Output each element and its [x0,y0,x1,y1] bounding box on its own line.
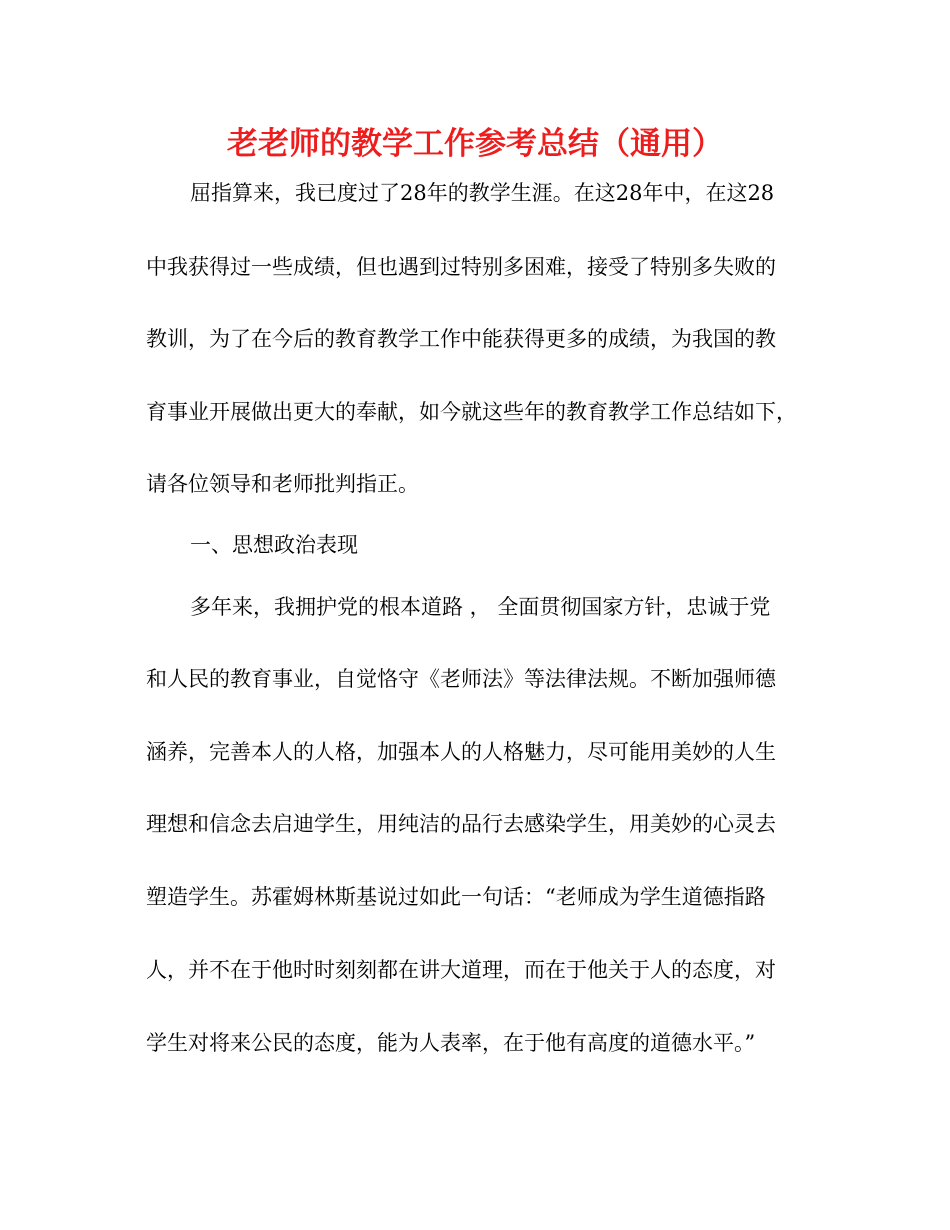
paragraph-1-line-1: 屈指算来，我已度过了28年的教学生涯。在这28年中，在这28 [190,181,775,205]
paragraph-2-line-2: 和人民的教育事业，自觉恪守《老师法》等法律法规。不断加强师德 [146,667,776,691]
paragraph-2-line-6: 人，并不在于他时时刻刻都在讲大道理，而在于他关于人的态度，对 [146,958,776,982]
section-heading-1: 一、思想政治表现 [190,533,358,557]
paragraph-1-line-2: 中我获得过一些成绩，但也遇到过特别多困难，接受了特别多失败的 [146,255,776,279]
paragraph-2-line-1: 多年来，我拥护党的根本道路 ， 全面贯彻国家方针，忠诚于党 [190,595,771,619]
paragraph-2-line-7: 学生对将来公民的态度，能为人表率，在于他有高度的道德水平。” [146,1031,756,1055]
document-title: 老老师的教学工作参考总结（通用） [227,126,723,162]
paragraph-1-line-5: 请各位领导和老师批判指正。 [146,472,419,496]
paragraph-1-line-4: 育事业开展做出更大的奉献，如今就这些年的教育教学工作总结如下， [146,400,797,424]
paragraph-2-line-4: 理想和信念去启迪学生，用纯洁的品行去感染学生，用美妙的心灵去 [146,812,776,836]
paragraph-2-line-5: 塑造学生。苏霍姆林斯基说过如此一句话：“老师成为学生道德指路 [146,885,766,909]
paragraph-2-line-3: 涵养，完善本人的人格，加强本人的人格魅力，尽可能用美妙的人生 [146,740,776,764]
paragraph-1-line-3: 教训，为了在今后的教育教学工作中能获得更多的成绩，为我国的教 [146,327,776,351]
